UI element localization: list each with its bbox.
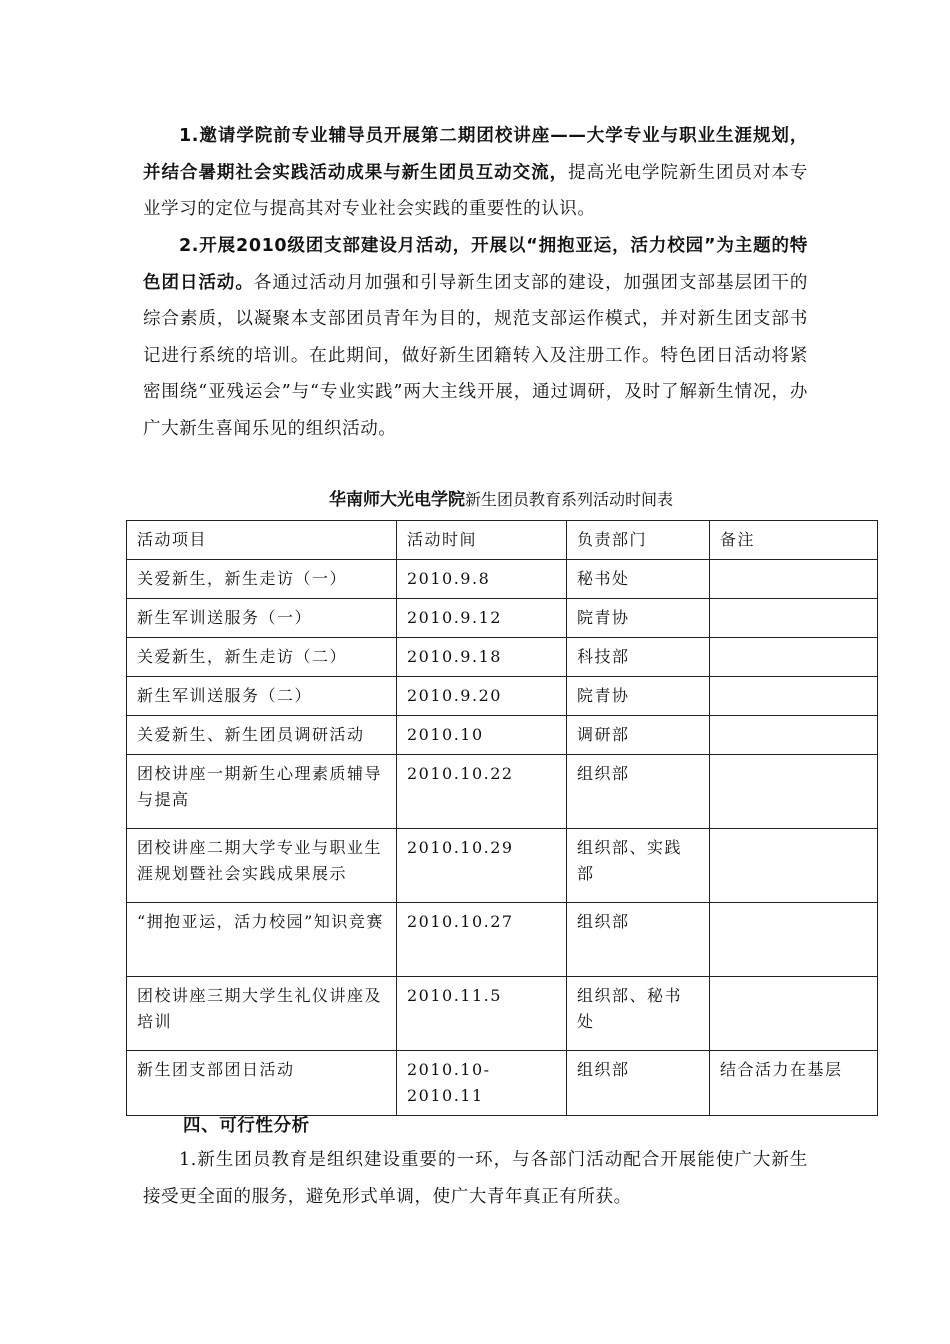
cell-department: 院青协 — [567, 677, 710, 716]
header-cell-notes: 备注 — [710, 521, 878, 560]
paragraph-2-text: 各通过活动月加强和引导新生团支部的建设，加强团支部基层团干的综合素质，以凝聚本支部团员青年为目的，规范支部运作模式，并对新生团支部书记进行系统的培训。在此期间，做好新生团籍转入及注册工作。特色团日活动将紧密围绕“亚残运会”与“专业实践”两大主线开展，通过调研，及时了解新生情况，办广大新生喜闻乐见的组织活动。 — [143, 272, 808, 439]
cell-time: 2010.9.20 — [397, 677, 567, 716]
cell-department: 组织部 — [567, 1051, 710, 1116]
table-row — [127, 716, 878, 755]
cell-notes — [710, 716, 878, 755]
cell-time: 2010.10-2010.11 — [397, 1051, 567, 1116]
table-title-text: 新生团员教育系列活动时间表 — [464, 490, 673, 509]
cell-department: 科技部 — [567, 638, 710, 677]
table-title-bold: 华南师大光电学院 — [328, 490, 465, 510]
cell-time: 2010.10 — [397, 716, 567, 755]
cell-notes — [710, 638, 878, 677]
table-row — [127, 638, 878, 677]
cell-notes — [710, 903, 878, 977]
cell-time: 2010.10.27 — [397, 903, 567, 977]
cell-department: 组织部、实践部 — [567, 829, 710, 903]
table-row — [127, 560, 878, 599]
paragraph-2 — [143, 228, 808, 447]
table-header-row — [127, 521, 878, 560]
schedule-table — [126, 520, 878, 1116]
table-title — [126, 489, 876, 511]
table-row — [127, 829, 878, 903]
cell-department: 组织部 — [567, 755, 710, 829]
cell-time: 2010.10.22 — [397, 755, 567, 829]
table-row — [127, 977, 878, 1051]
cell-notes — [710, 829, 878, 903]
cell-activity: 新生军训送服务（二） — [127, 677, 397, 716]
cell-time: 2010.9.18 — [397, 638, 567, 677]
cell-department: 组织部 — [567, 903, 710, 977]
cell-time: 2010.9.12 — [397, 599, 567, 638]
cell-department: 秘书处 — [567, 560, 710, 599]
cell-activity: 新生军训送服务（一） — [127, 599, 397, 638]
paragraph-3-text: 1.新生团员教育是组织建设重要的一环，与各部门活动配合开展能使广大新生接受更全面的服务，避免形式单调，使广大青年真正有所获。 — [143, 1150, 808, 1207]
cell-notes — [710, 977, 878, 1051]
paragraph-1 — [143, 118, 808, 228]
cell-department: 组织部、秘书处 — [567, 977, 710, 1051]
header-cell-time: 活动时间 — [397, 521, 567, 560]
header-cell-department: 负责部门 — [567, 521, 710, 560]
cell-time: 2010.11.5 — [397, 977, 567, 1051]
paragraph-3 — [143, 1142, 808, 1215]
table-row — [127, 599, 878, 638]
paragraph-2-bold: 2.开展2010级团支部建设月活动，开展以“拥抱亚运，活力校园”为主题的特色团日活动。 — [143, 236, 808, 293]
table-row — [127, 903, 878, 977]
cell-activity: 关爱新生，新生走访（一） — [127, 560, 397, 599]
cell-activity: 新生团支部团日活动 — [127, 1051, 397, 1116]
cell-time: 2010.9.8 — [397, 560, 567, 599]
cell-activity: 关爱新生、新生团员调研活动 — [127, 716, 397, 755]
cell-department: 调研部 — [567, 716, 710, 755]
cell-activity: 团校讲座三期大学生礼仪讲座及培训 — [127, 977, 397, 1051]
cell-notes: 结合活力在基层 — [710, 1051, 878, 1116]
cell-notes — [710, 677, 878, 716]
cell-time: 2010.10.29 — [397, 829, 567, 903]
cell-activity: 团校讲座一期新生心理素质辅导与提高 — [127, 755, 397, 829]
cell-activity: 关爱新生，新生走访（二） — [127, 638, 397, 677]
cell-activity: “拥抱亚运，活力校园”知识竞赛 — [127, 903, 397, 977]
table-row — [127, 677, 878, 716]
cell-activity: 团校讲座二期大学专业与职业生涯规划暨社会实践成果展示 — [127, 829, 397, 903]
paragraph-1-text: 提高光电学院新生团员对本专业学习的定位与提高其对专业社会实践的重要性的认识。 — [143, 162, 808, 219]
cell-department: 院青协 — [567, 599, 710, 638]
cell-notes — [710, 560, 878, 599]
section-heading: 四、可行性分析 — [183, 1116, 310, 1136]
paragraph-1-bold: 1.邀请学院前专业辅导员开展第二期团校讲座——大学专业与职业生涯规划，并结合暑期社会实践活动成果与新生团员互动交流， — [143, 126, 808, 183]
cell-notes — [710, 599, 878, 638]
header-cell-activity: 活动项目 — [127, 521, 397, 560]
table-row — [127, 755, 878, 829]
table-row — [127, 1051, 878, 1116]
cell-notes — [710, 755, 878, 829]
